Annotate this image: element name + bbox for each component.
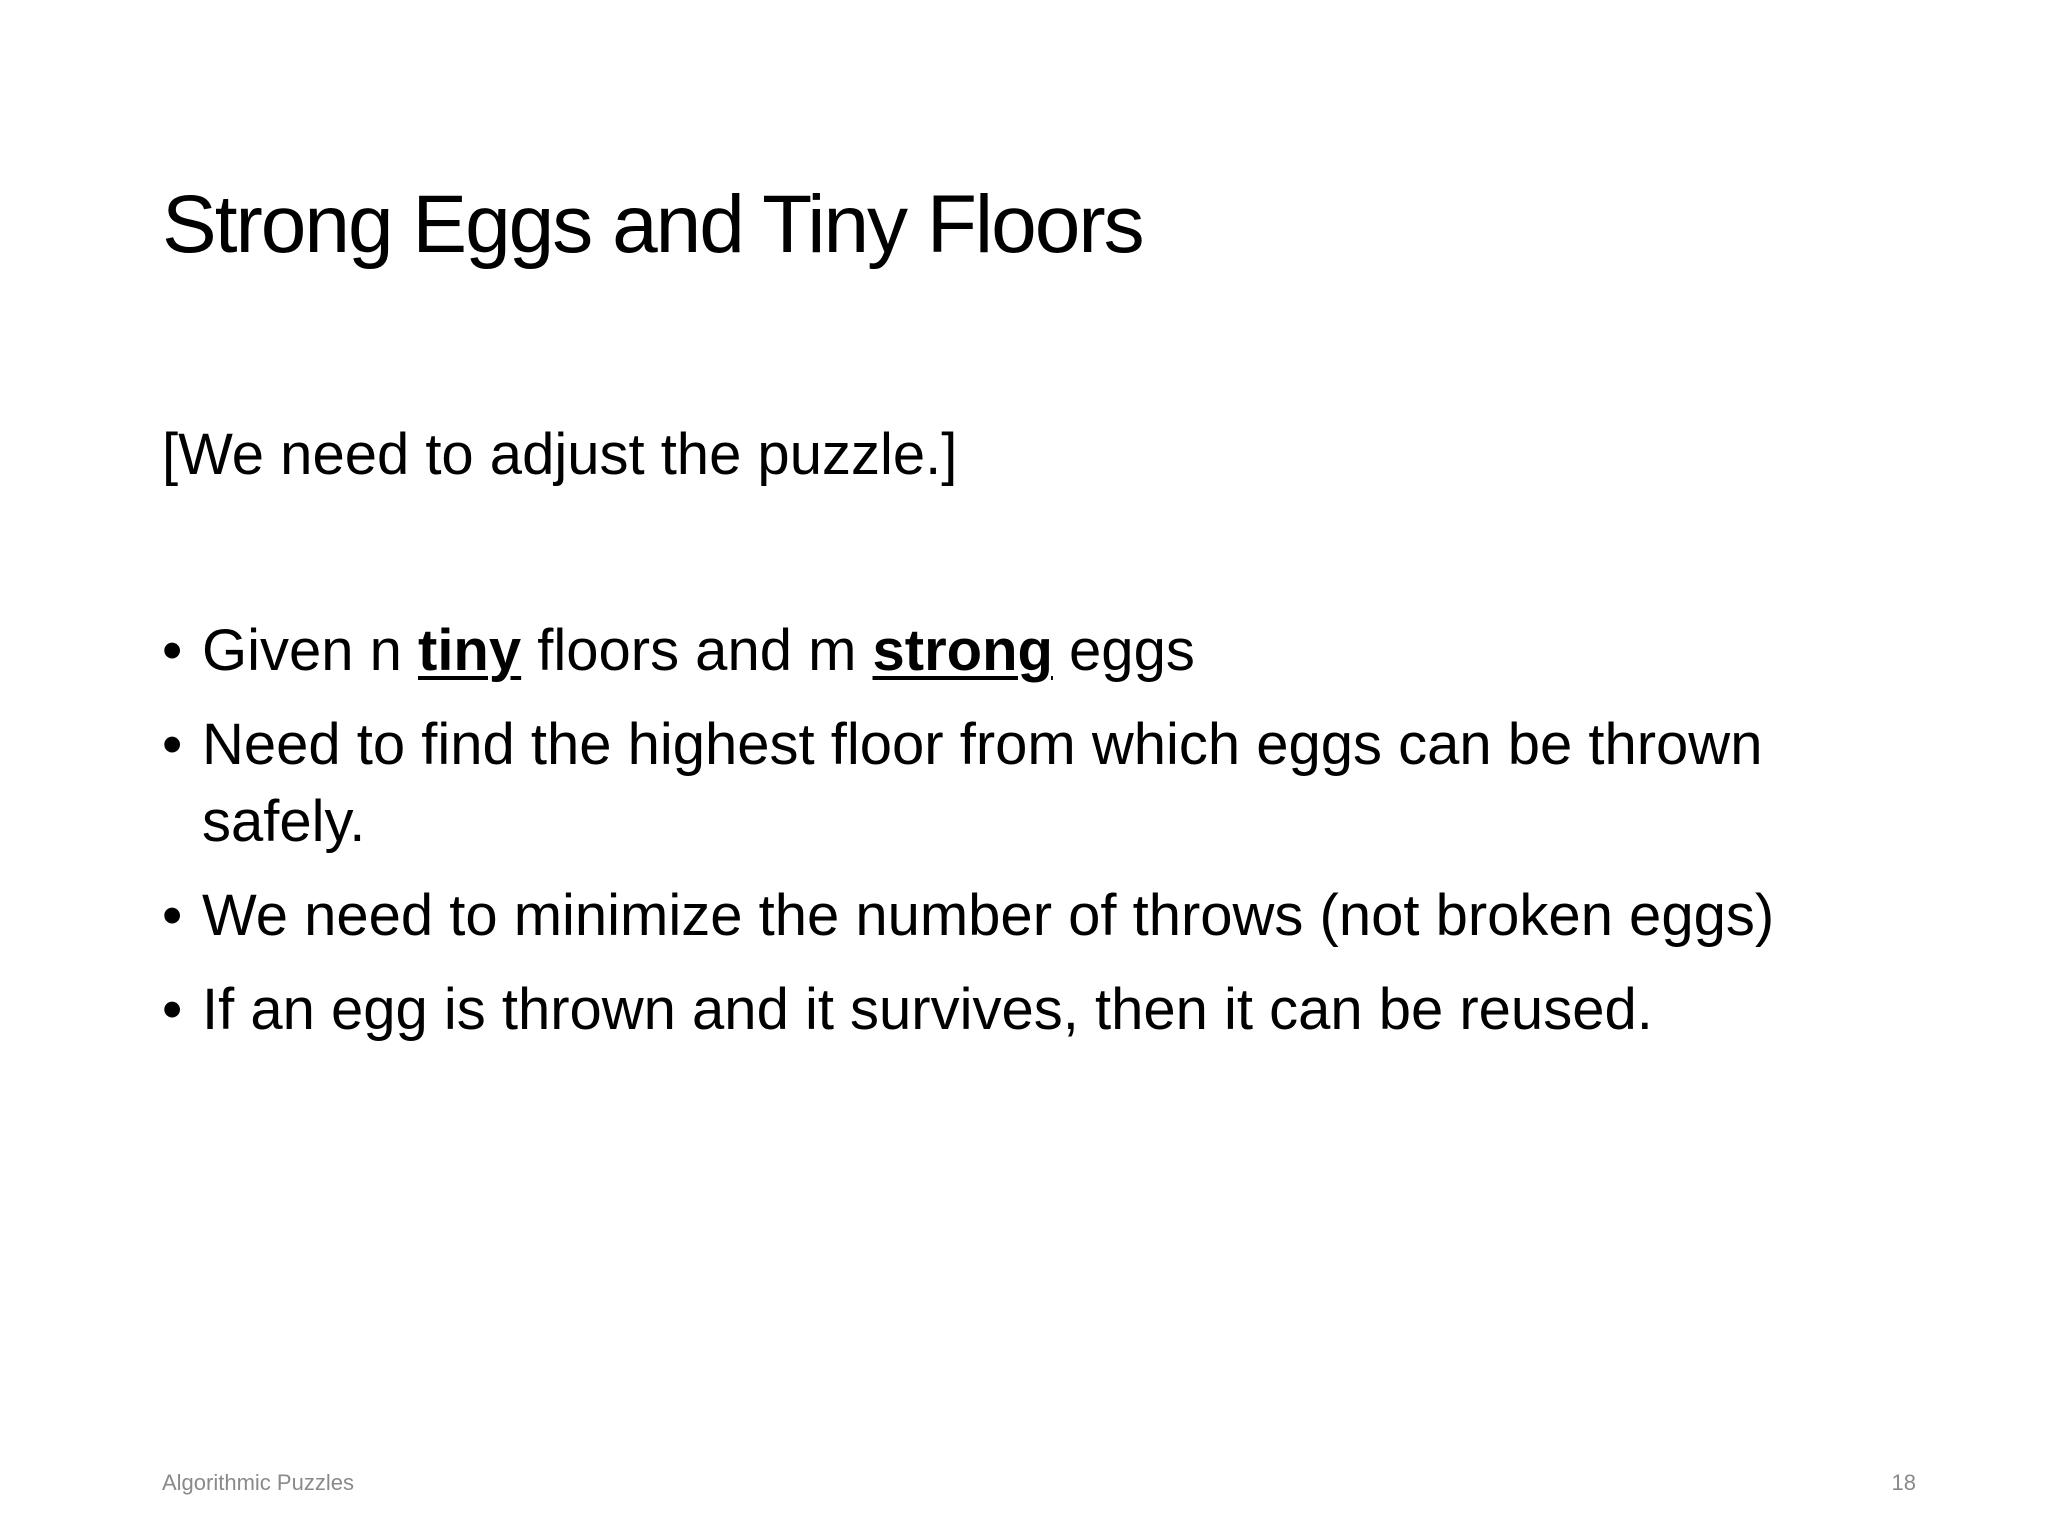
- bullet-item: [162, 971, 1922, 1048]
- bullet-icon: •: [162, 883, 183, 948]
- emphasis-tiny: tiny: [418, 618, 522, 683]
- emphasis-strong: strong: [872, 618, 1053, 683]
- bullet-text: If an egg is thrown and it survives, then it can be reused.: [202, 977, 1653, 1042]
- bullet-text: We need to minimize the number of throws (not broken eggs): [202, 883, 1775, 948]
- bullet-item: [162, 706, 1922, 860]
- bullet-item: [162, 612, 1922, 689]
- bullet-icon: •: [162, 618, 183, 683]
- page-number: 18: [1891, 1470, 1916, 1495]
- intro-text: [We need to adjust the puzzle.]: [162, 422, 958, 487]
- bullet-icon: •: [162, 977, 183, 1042]
- bullet-text: Need to find the highest floor from which eggs can be thrown safely.: [202, 712, 1763, 854]
- bullet-item: [162, 877, 1922, 954]
- footer-text: Algorithmic Puzzles: [162, 1470, 354, 1495]
- bullet-text-part: Given n: [202, 618, 418, 683]
- bullet-text-part: floors and m: [521, 618, 873, 683]
- bullet-icon: •: [162, 712, 183, 777]
- bullet-list: [162, 612, 1922, 1065]
- slide-title: Strong Eggs and Tiny Floors: [162, 179, 1143, 270]
- bullet-text-part: eggs: [1052, 618, 1195, 683]
